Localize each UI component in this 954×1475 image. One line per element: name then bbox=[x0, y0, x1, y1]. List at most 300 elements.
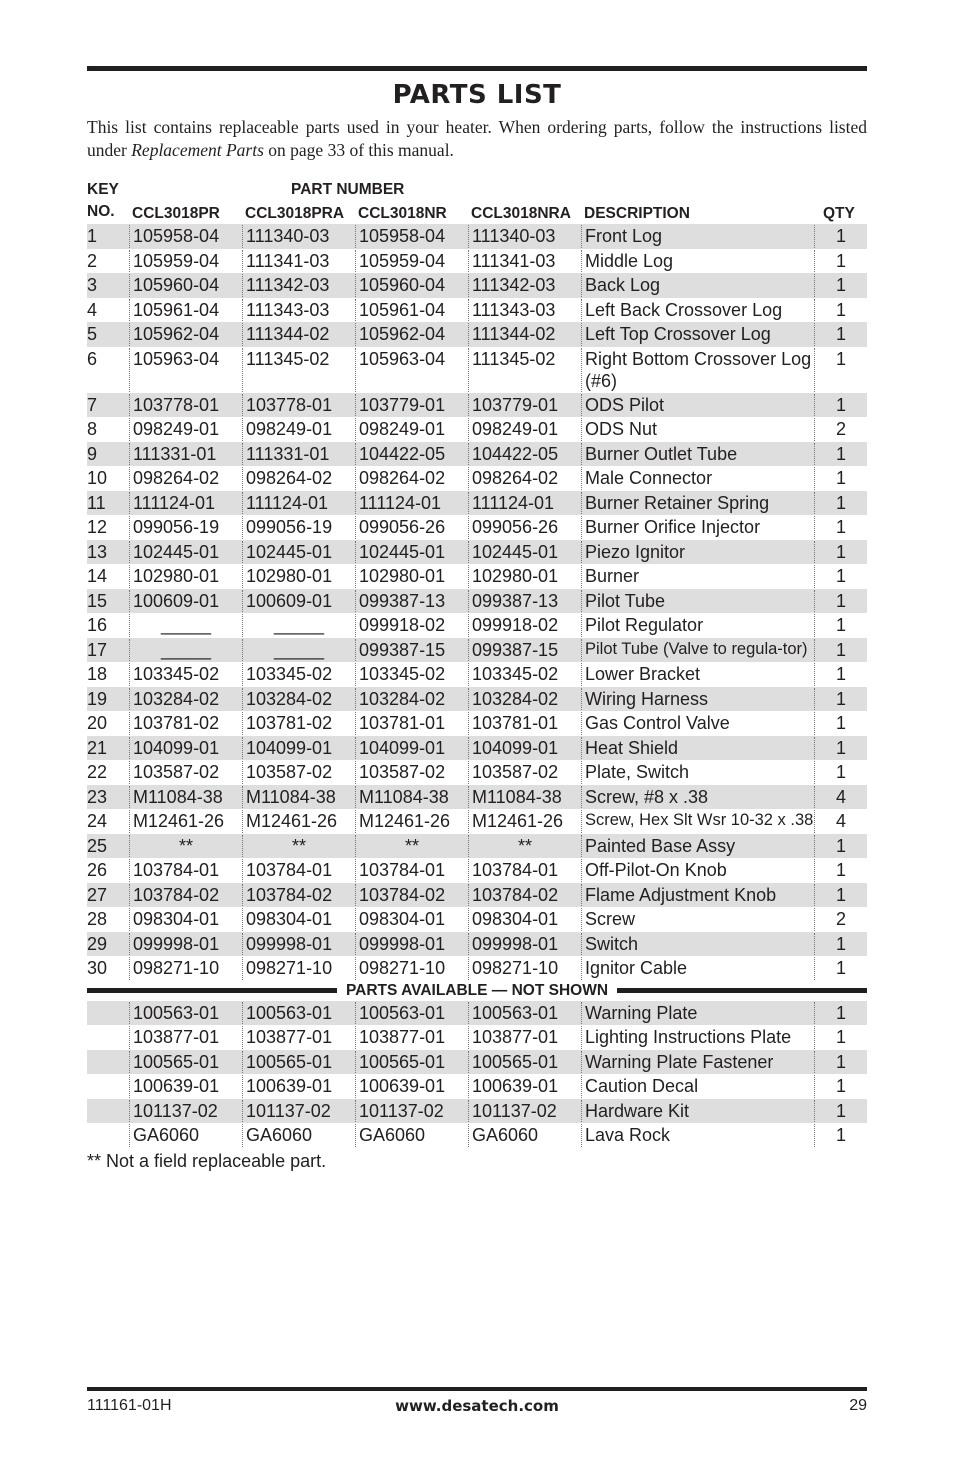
table-row bbox=[87, 932, 867, 957]
part-number-cell: 111343-03 bbox=[468, 299, 581, 322]
part-number-cell: 102445-01 bbox=[468, 541, 581, 564]
description-cell: Lighting Instructions Plate bbox=[581, 1026, 814, 1049]
description-cell: Warning Plate bbox=[581, 1002, 814, 1025]
part-number-cell: 100563-01 bbox=[355, 1002, 468, 1025]
part-number-cell: 111124-01 bbox=[129, 492, 242, 515]
part-number-cell: 098271-10 bbox=[242, 957, 355, 980]
part-number-cell: 098264-02 bbox=[355, 467, 468, 490]
part-number-cell: 099918-02 bbox=[355, 614, 468, 637]
header-part-number: PART NUMBER bbox=[291, 181, 405, 198]
qty-cell: 1 bbox=[814, 516, 867, 539]
key-number-cell: 16 bbox=[87, 615, 108, 635]
part-number-cell: M11084-38 bbox=[242, 786, 355, 809]
part-number-cell: 111340-03 bbox=[242, 225, 355, 248]
key-number-cell: 27 bbox=[87, 884, 108, 905]
part-number-cell: 098249-01 bbox=[468, 418, 581, 441]
table-row bbox=[87, 589, 867, 614]
description-cell: Pilot Tube (Valve to regula-tor) bbox=[581, 639, 814, 662]
key-number-cell bbox=[87, 1100, 129, 1123]
part-number-cell: 104099-01 bbox=[242, 737, 355, 760]
qty-cell: 1 bbox=[814, 933, 867, 956]
header-model-1: CCL3018PR bbox=[132, 205, 220, 222]
part-number-cell: 103784-02 bbox=[129, 884, 242, 907]
part-number-cell: 098249-01 bbox=[242, 418, 355, 441]
description-cell: Pilot Tube bbox=[581, 590, 814, 613]
key-number-cell: 19 bbox=[87, 688, 108, 709]
part-number-cell: 099387-15 bbox=[355, 639, 468, 662]
table-row bbox=[87, 322, 867, 347]
part-number-cell: 111344-02 bbox=[468, 323, 581, 346]
description-cell: ODS Nut bbox=[581, 418, 814, 441]
part-number-cell: 111124-01 bbox=[242, 492, 355, 515]
key-number-cell: 3 bbox=[87, 275, 98, 295]
part-number-cell: 098249-01 bbox=[355, 418, 468, 441]
table-row bbox=[87, 858, 867, 883]
part-number-cell: 104422-05 bbox=[355, 443, 468, 466]
part-number-cell: 099056-19 bbox=[129, 516, 242, 539]
description-cell: Burner Retainer Spring bbox=[581, 492, 814, 515]
part-number-cell: 100565-01 bbox=[129, 1051, 242, 1074]
description-cell: Burner bbox=[581, 565, 814, 588]
part-number-cell: 102445-01 bbox=[355, 541, 468, 564]
part-number-cell: ** bbox=[129, 835, 242, 858]
part-number-cell: GA6060 bbox=[355, 1124, 468, 1147]
part-number-cell: 098304-01 bbox=[468, 908, 581, 931]
qty-cell: 4 bbox=[814, 810, 867, 833]
part-number-cell: 104099-01 bbox=[355, 737, 468, 760]
description-cell: Lava Rock bbox=[581, 1124, 814, 1147]
part-number-cell: _____ bbox=[242, 639, 355, 662]
table-row bbox=[87, 687, 867, 712]
part-number-cell: GA6060 bbox=[242, 1124, 355, 1147]
part-number-cell: 103587-02 bbox=[129, 761, 242, 784]
part-number-cell: 098304-01 bbox=[242, 908, 355, 931]
description-cell: Off-Pilot-On Knob bbox=[581, 859, 814, 882]
part-number-cell: 103778-01 bbox=[242, 394, 355, 417]
table-row bbox=[87, 834, 867, 859]
qty-cell: 1 bbox=[814, 492, 867, 515]
qty-cell: 1 bbox=[814, 274, 867, 297]
description-cell: Piezo Ignitor bbox=[581, 541, 814, 564]
part-number-cell: 103284-02 bbox=[129, 688, 242, 711]
key-number-cell bbox=[87, 1075, 129, 1098]
intro-italic: Replacement Parts bbox=[131, 140, 264, 160]
part-number-cell: 100565-01 bbox=[468, 1051, 581, 1074]
part-number-cell: 099998-01 bbox=[242, 933, 355, 956]
part-number-cell: 105959-04 bbox=[355, 250, 468, 273]
part-number-cell: 103784-02 bbox=[242, 884, 355, 907]
qty-cell: 1 bbox=[814, 957, 867, 980]
part-number-cell: 101137-02 bbox=[355, 1100, 468, 1123]
part-number-cell: 102980-01 bbox=[242, 565, 355, 588]
parts-table bbox=[87, 224, 867, 1173]
part-number-cell: 111124-01 bbox=[468, 492, 581, 515]
qty-cell: 1 bbox=[814, 761, 867, 784]
part-number-cell: 103587-02 bbox=[355, 761, 468, 784]
part-number-cell: 102445-01 bbox=[129, 541, 242, 564]
part-number-cell: 100563-01 bbox=[242, 1002, 355, 1025]
divider-line-left bbox=[87, 988, 337, 993]
qty-cell: 1 bbox=[814, 1100, 867, 1123]
part-number-cell: 104099-01 bbox=[129, 737, 242, 760]
part-number-cell: 102980-01 bbox=[355, 565, 468, 588]
header-model-2: CCL3018PRA bbox=[245, 205, 345, 222]
part-number-cell: 103781-02 bbox=[129, 712, 242, 735]
part-number-cell: ** bbox=[355, 835, 468, 858]
part-number-cell: 098304-01 bbox=[129, 908, 242, 931]
qty-cell: 2 bbox=[814, 418, 867, 441]
part-number-cell: 098271-10 bbox=[355, 957, 468, 980]
part-number-cell: 100639-01 bbox=[468, 1075, 581, 1098]
part-number-cell: 103784-01 bbox=[468, 859, 581, 882]
part-number-cell: M11084-38 bbox=[129, 786, 242, 809]
part-number-cell: 103781-01 bbox=[468, 712, 581, 735]
part-number-cell: 100639-01 bbox=[242, 1075, 355, 1098]
table-row bbox=[87, 613, 867, 638]
part-number-cell: 103587-02 bbox=[242, 761, 355, 784]
description-cell: Back Log bbox=[581, 274, 814, 297]
header-model-4: CCL3018NRA bbox=[471, 205, 571, 222]
part-number-cell: 103877-01 bbox=[468, 1026, 581, 1049]
website: www.desatech.com bbox=[395, 1397, 559, 1415]
part-number-cell: 099056-26 bbox=[468, 516, 581, 539]
part-number-cell: 099387-15 bbox=[468, 639, 581, 662]
key-number-cell: 30 bbox=[87, 958, 108, 978]
part-number-cell: 099918-02 bbox=[468, 614, 581, 637]
header-description: DESCRIPTION bbox=[584, 205, 690, 222]
part-number-cell: 105962-04 bbox=[129, 323, 242, 346]
part-number-cell: 103345-02 bbox=[355, 663, 468, 686]
qty-cell: 1 bbox=[814, 323, 867, 346]
qty-cell: 1 bbox=[814, 590, 867, 613]
part-number-cell: 111124-01 bbox=[355, 492, 468, 515]
description-cell: Heat Shield bbox=[581, 737, 814, 760]
table-row bbox=[87, 1050, 867, 1075]
part-number-cell: 100565-01 bbox=[242, 1051, 355, 1074]
part-number-cell: _____ bbox=[129, 614, 242, 637]
table-row bbox=[87, 1074, 867, 1099]
part-number-cell: M12461-26 bbox=[468, 810, 581, 833]
key-number-cell: 23 bbox=[87, 786, 108, 807]
header-model-3: CCL3018NR bbox=[358, 205, 447, 222]
qty-cell: 2 bbox=[814, 908, 867, 931]
part-number-cell: 103345-02 bbox=[242, 663, 355, 686]
key-number-cell: 6 bbox=[87, 348, 98, 369]
key-number-cell: 28 bbox=[87, 909, 108, 929]
key-number-cell: 13 bbox=[87, 541, 108, 562]
qty-cell: 1 bbox=[814, 712, 867, 735]
part-number-cell: 098249-01 bbox=[129, 418, 242, 441]
qty-cell: 1 bbox=[814, 884, 867, 907]
table-row bbox=[87, 956, 867, 981]
doc-number: 111161-01H bbox=[87, 1397, 172, 1414]
part-number-cell: 111340-03 bbox=[468, 225, 581, 248]
description-cell: Lower Bracket bbox=[581, 663, 814, 686]
part-number-cell: 101137-02 bbox=[242, 1100, 355, 1123]
part-number-cell: 103781-01 bbox=[355, 712, 468, 735]
key-number-cell: 10 bbox=[87, 468, 108, 488]
qty-cell: 1 bbox=[814, 859, 867, 882]
part-number-cell: M12461-26 bbox=[242, 810, 355, 833]
part-number-cell: 100563-01 bbox=[468, 1002, 581, 1025]
footnote: ** Not a field replaceable part. bbox=[87, 1150, 327, 1171]
qty-cell: 1 bbox=[814, 541, 867, 564]
qty-cell: 1 bbox=[814, 467, 867, 490]
part-number-cell: 101137-02 bbox=[129, 1100, 242, 1123]
table-row bbox=[87, 809, 867, 834]
description-cell: Switch bbox=[581, 933, 814, 956]
part-number-cell: ** bbox=[242, 835, 355, 858]
table-row bbox=[87, 273, 867, 298]
part-number-cell: 099056-26 bbox=[355, 516, 468, 539]
description-cell: Left Top Crossover Log bbox=[581, 323, 814, 346]
part-number-cell: 111342-03 bbox=[468, 274, 581, 297]
part-number-cell: 098304-01 bbox=[355, 908, 468, 931]
table-row bbox=[87, 1025, 867, 1050]
part-number-cell: 099998-01 bbox=[355, 933, 468, 956]
part-number-cell: 103779-01 bbox=[468, 394, 581, 417]
table-row bbox=[87, 515, 867, 540]
part-number-cell: 102980-01 bbox=[468, 565, 581, 588]
table-row bbox=[87, 883, 867, 908]
part-number-cell: 102980-01 bbox=[129, 565, 242, 588]
key-number-cell bbox=[87, 1002, 129, 1025]
table-row bbox=[87, 442, 867, 467]
key-number-cell: 18 bbox=[87, 664, 108, 684]
part-number-cell: 103784-02 bbox=[355, 884, 468, 907]
not-shown-rows bbox=[87, 1001, 867, 1148]
part-number-cell: 103284-02 bbox=[242, 688, 355, 711]
table-row bbox=[87, 907, 867, 932]
table-row bbox=[87, 1123, 867, 1148]
qty-cell: 1 bbox=[814, 1026, 867, 1049]
part-number-cell: 103284-02 bbox=[468, 688, 581, 711]
part-number-cell: 111344-02 bbox=[242, 323, 355, 346]
page-title: PARTS LIST bbox=[392, 80, 562, 110]
part-number-cell: 111341-03 bbox=[468, 250, 581, 273]
part-number-cell: 105959-04 bbox=[129, 250, 242, 273]
part-number-cell: 098264-02 bbox=[468, 467, 581, 490]
description-cell: Screw, #8 x .38 bbox=[581, 786, 814, 809]
qty-cell: 1 bbox=[814, 250, 867, 273]
key-number-cell: 8 bbox=[87, 419, 98, 439]
part-number-cell: 103345-02 bbox=[468, 663, 581, 686]
part-number-cell: ** bbox=[468, 835, 581, 858]
part-number-cell: 103784-01 bbox=[355, 859, 468, 882]
key-number-cell: 1 bbox=[87, 226, 98, 246]
part-number-cell: 103877-01 bbox=[242, 1026, 355, 1049]
description-cell: Left Back Crossover Log bbox=[581, 299, 814, 322]
part-number-cell: 100563-01 bbox=[129, 1002, 242, 1025]
key-number-cell bbox=[87, 1051, 129, 1074]
table-row bbox=[87, 785, 867, 810]
part-number-cell: M11084-38 bbox=[468, 786, 581, 809]
table-row bbox=[87, 298, 867, 323]
key-number-cell bbox=[87, 1026, 129, 1049]
qty-cell: 1 bbox=[814, 688, 867, 711]
header-key-line1: KEY bbox=[87, 181, 119, 198]
table-row bbox=[87, 347, 867, 393]
part-number-cell: 103779-01 bbox=[355, 394, 468, 417]
part-number-cell: 103877-01 bbox=[129, 1026, 242, 1049]
qty-cell: 1 bbox=[814, 1002, 867, 1025]
table-row bbox=[87, 466, 867, 491]
top-rule bbox=[87, 66, 867, 71]
header-qty: QTY bbox=[823, 205, 855, 222]
part-number-cell: 105961-04 bbox=[129, 299, 242, 322]
qty-cell: 4 bbox=[814, 786, 867, 809]
description-cell: Middle Log bbox=[581, 250, 814, 273]
key-number-cell: 22 bbox=[87, 762, 108, 782]
table-row bbox=[87, 711, 867, 736]
description-cell: Screw, Hex Slt Wsr 10-32 x .38 bbox=[581, 810, 814, 833]
part-number-cell: 105958-04 bbox=[129, 225, 242, 248]
part-number-cell: 099998-01 bbox=[468, 933, 581, 956]
description-cell: Screw bbox=[581, 908, 814, 931]
key-number-cell: 14 bbox=[87, 566, 108, 586]
description-cell: Plate, Switch bbox=[581, 761, 814, 784]
key-number-cell: 29 bbox=[87, 933, 108, 954]
table-row bbox=[87, 540, 867, 565]
part-number-cell: 100609-01 bbox=[129, 590, 242, 613]
part-number-cell: 098271-10 bbox=[468, 957, 581, 980]
part-number-cell: 103587-02 bbox=[468, 761, 581, 784]
key-number-cell: 5 bbox=[87, 324, 98, 344]
part-number-cell: M12461-26 bbox=[129, 810, 242, 833]
qty-cell: 1 bbox=[814, 1075, 867, 1098]
qty-cell: 1 bbox=[814, 565, 867, 588]
table-row bbox=[87, 1001, 867, 1026]
table-row bbox=[87, 249, 867, 274]
part-number-cell: 111343-03 bbox=[242, 299, 355, 322]
intro-text-1: This list contains replaceable parts used in your heater. When ordering parts, follow the instructions listed under bbox=[87, 117, 867, 160]
part-number-cell: _____ bbox=[242, 614, 355, 637]
table-row bbox=[87, 393, 867, 418]
intro-text-2: on page 33 of this manual. bbox=[263, 140, 454, 160]
part-number-cell: 111331-01 bbox=[242, 443, 355, 466]
not-shown-divider bbox=[87, 981, 867, 1001]
part-number-cell: 100639-01 bbox=[355, 1075, 468, 1098]
part-number-cell: M11084-38 bbox=[355, 786, 468, 809]
part-number-cell: 103784-01 bbox=[242, 859, 355, 882]
key-number-cell: 20 bbox=[87, 713, 108, 733]
part-number-cell: 105960-04 bbox=[129, 274, 242, 297]
part-number-cell: 103781-02 bbox=[242, 712, 355, 735]
key-number-cell: 24 bbox=[87, 811, 108, 831]
key-number-cell: 15 bbox=[87, 590, 108, 611]
header-key-line2: NO. bbox=[87, 203, 115, 220]
part-number-cell: 098264-02 bbox=[129, 467, 242, 490]
part-number-cell: 099998-01 bbox=[129, 933, 242, 956]
description-cell: ODS Pilot bbox=[581, 394, 814, 417]
part-number-cell: 105963-04 bbox=[355, 348, 468, 392]
part-number-cell: 105960-04 bbox=[355, 274, 468, 297]
table-row bbox=[87, 491, 867, 516]
part-number-cell: _____ bbox=[129, 639, 242, 662]
key-number-cell: 9 bbox=[87, 443, 98, 464]
part-number-cell: 105958-04 bbox=[355, 225, 468, 248]
table-row bbox=[87, 638, 867, 663]
key-number-cell: 11 bbox=[87, 492, 106, 513]
key-number-cell: 7 bbox=[87, 394, 98, 415]
table-row bbox=[87, 417, 867, 442]
part-number-cell: 102445-01 bbox=[242, 541, 355, 564]
part-number-cell: 104099-01 bbox=[468, 737, 581, 760]
part-number-cell: 111342-03 bbox=[242, 274, 355, 297]
description-cell: Painted Base Assy bbox=[581, 835, 814, 858]
key-number-cell: 21 bbox=[87, 737, 108, 758]
description-cell: Caution Decal bbox=[581, 1075, 814, 1098]
part-number-cell: M12461-26 bbox=[355, 810, 468, 833]
part-number-cell: 105963-04 bbox=[129, 348, 242, 392]
description-cell: Hardware Kit bbox=[581, 1100, 814, 1123]
qty-cell: 1 bbox=[814, 1124, 867, 1147]
table-row bbox=[87, 564, 867, 589]
description-cell: Front Log bbox=[581, 225, 814, 248]
part-number-cell: 099056-19 bbox=[242, 516, 355, 539]
key-number-cell: 25 bbox=[87, 835, 108, 856]
qty-cell: 1 bbox=[814, 394, 867, 417]
table-row bbox=[87, 224, 867, 249]
qty-cell: 1 bbox=[814, 348, 867, 392]
part-number-cell: 103284-02 bbox=[355, 688, 468, 711]
page-number: 29 bbox=[849, 1397, 867, 1414]
part-number-cell: 103778-01 bbox=[129, 394, 242, 417]
part-number-cell: 105962-04 bbox=[355, 323, 468, 346]
part-number-cell: GA6060 bbox=[129, 1124, 242, 1147]
description-cell: Warning Plate Fastener bbox=[581, 1051, 814, 1074]
not-shown-label: PARTS AVAILABLE — NOT SHOWN bbox=[345, 981, 609, 999]
part-number-cell: 103784-01 bbox=[129, 859, 242, 882]
description-cell: Male Connector bbox=[581, 467, 814, 490]
description-cell: Burner Outlet Tube bbox=[581, 443, 814, 466]
key-number-cell: 4 bbox=[87, 299, 98, 320]
part-number-cell: 111345-02 bbox=[242, 348, 355, 392]
key-number-cell: 2 bbox=[87, 250, 98, 271]
description-cell: Wiring Harness bbox=[581, 688, 814, 711]
description-cell: Right Bottom Crossover Log (#6) bbox=[581, 348, 814, 392]
part-number-cell: 103784-02 bbox=[468, 884, 581, 907]
qty-cell: 1 bbox=[814, 639, 867, 662]
key-number-cell bbox=[87, 1124, 129, 1147]
qty-cell: 1 bbox=[814, 225, 867, 248]
part-number-cell: 101137-02 bbox=[468, 1100, 581, 1123]
part-number-cell: 111331-01 bbox=[129, 443, 242, 466]
part-number-cell: 111341-03 bbox=[242, 250, 355, 273]
description-cell: Burner Orifice Injector bbox=[581, 516, 814, 539]
part-number-cell: 099387-13 bbox=[355, 590, 468, 613]
parts-rows bbox=[87, 224, 867, 981]
description-cell: Gas Control Valve bbox=[581, 712, 814, 735]
part-number-cell: 104422-05 bbox=[468, 443, 581, 466]
table-row bbox=[87, 662, 867, 687]
part-number-cell: 103877-01 bbox=[355, 1026, 468, 1049]
qty-cell: 1 bbox=[814, 835, 867, 858]
divider-line-right bbox=[617, 988, 867, 993]
bottom-rule bbox=[87, 1387, 867, 1391]
part-number-cell: 098271-10 bbox=[129, 957, 242, 980]
key-number-cell: 17 bbox=[87, 639, 108, 660]
description-cell: Flame Adjustment Knob bbox=[581, 884, 814, 907]
part-number-cell: 105961-04 bbox=[355, 299, 468, 322]
table-row bbox=[87, 736, 867, 761]
table-row bbox=[87, 760, 867, 785]
key-number-cell: 12 bbox=[87, 517, 108, 537]
table-row bbox=[87, 1099, 867, 1124]
part-number-cell: 100565-01 bbox=[355, 1051, 468, 1074]
qty-cell: 1 bbox=[814, 443, 867, 466]
key-number-cell: 26 bbox=[87, 860, 108, 880]
